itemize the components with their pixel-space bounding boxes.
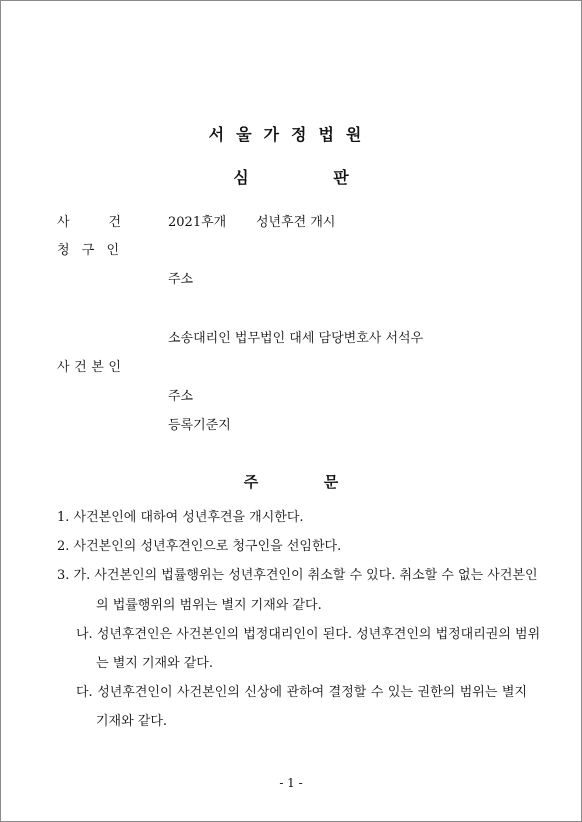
order-item-3b: 나. 성년후견인은 사건본인의 법정대리인이 된다. 성년후견인의 법정대리권의 범위	[76, 627, 541, 642]
page-number: - 1 -	[279, 776, 303, 790]
label-char: 본	[91, 360, 104, 375]
court-name: 서울가정법원	[208, 125, 374, 144]
order-item-1: 1. 사건본인에 대하여 성년후견을 개시한다.	[57, 510, 304, 525]
heading-char: 주	[243, 473, 259, 491]
subject-label	[57, 356, 121, 375]
label-char: 건	[74, 360, 87, 375]
case-label	[57, 211, 121, 230]
label-char: 사	[57, 215, 70, 230]
claimant-label	[57, 239, 119, 258]
label-char: 청	[57, 243, 70, 258]
claimant-address: 주소	[168, 272, 194, 287]
case-name: 성년후견 개시	[256, 215, 336, 230]
label-char: 사	[57, 360, 70, 375]
subject-registry: 등록기준지	[168, 418, 231, 433]
claimant-agent: 소송대리인 법무법인 대세 담당변호사 서석우	[168, 331, 424, 346]
order-item-3a: 3. 가. 사건본인의 법률행위는 성년후견인이 취소할 수 있다. 취소할 수 없는 사건본인	[57, 568, 538, 583]
doc-type-char: 심	[233, 168, 249, 187]
order-item-3c: 다. 성년후견인이 사건본인의 신상에 관하여 결정할 수 있는 권한의 범위는 별지	[76, 685, 527, 700]
order-item-3b-cont: 는 별지 기재와 같다.	[96, 656, 213, 671]
label-char: 인	[108, 360, 121, 375]
order-item-2: 2. 사건본인의 성년후견인으로 청구인을 선임한다.	[57, 539, 342, 554]
order-item-3a-cont: 의 법률행위의 범위는 별지 기재와 같다.	[96, 598, 322, 613]
order-heading	[0, 471, 582, 492]
label-char: 구	[81, 243, 95, 258]
order-item-3c-cont: 기재와 같다.	[96, 714, 168, 729]
label-char: 건	[108, 215, 121, 230]
heading-char: 문	[323, 473, 339, 491]
label-char: 인	[106, 243, 119, 258]
subject-address: 주소	[168, 389, 194, 404]
case-number: 2021후개	[168, 215, 227, 230]
doc-type-char: 판	[333, 168, 349, 187]
document-type	[0, 165, 582, 188]
